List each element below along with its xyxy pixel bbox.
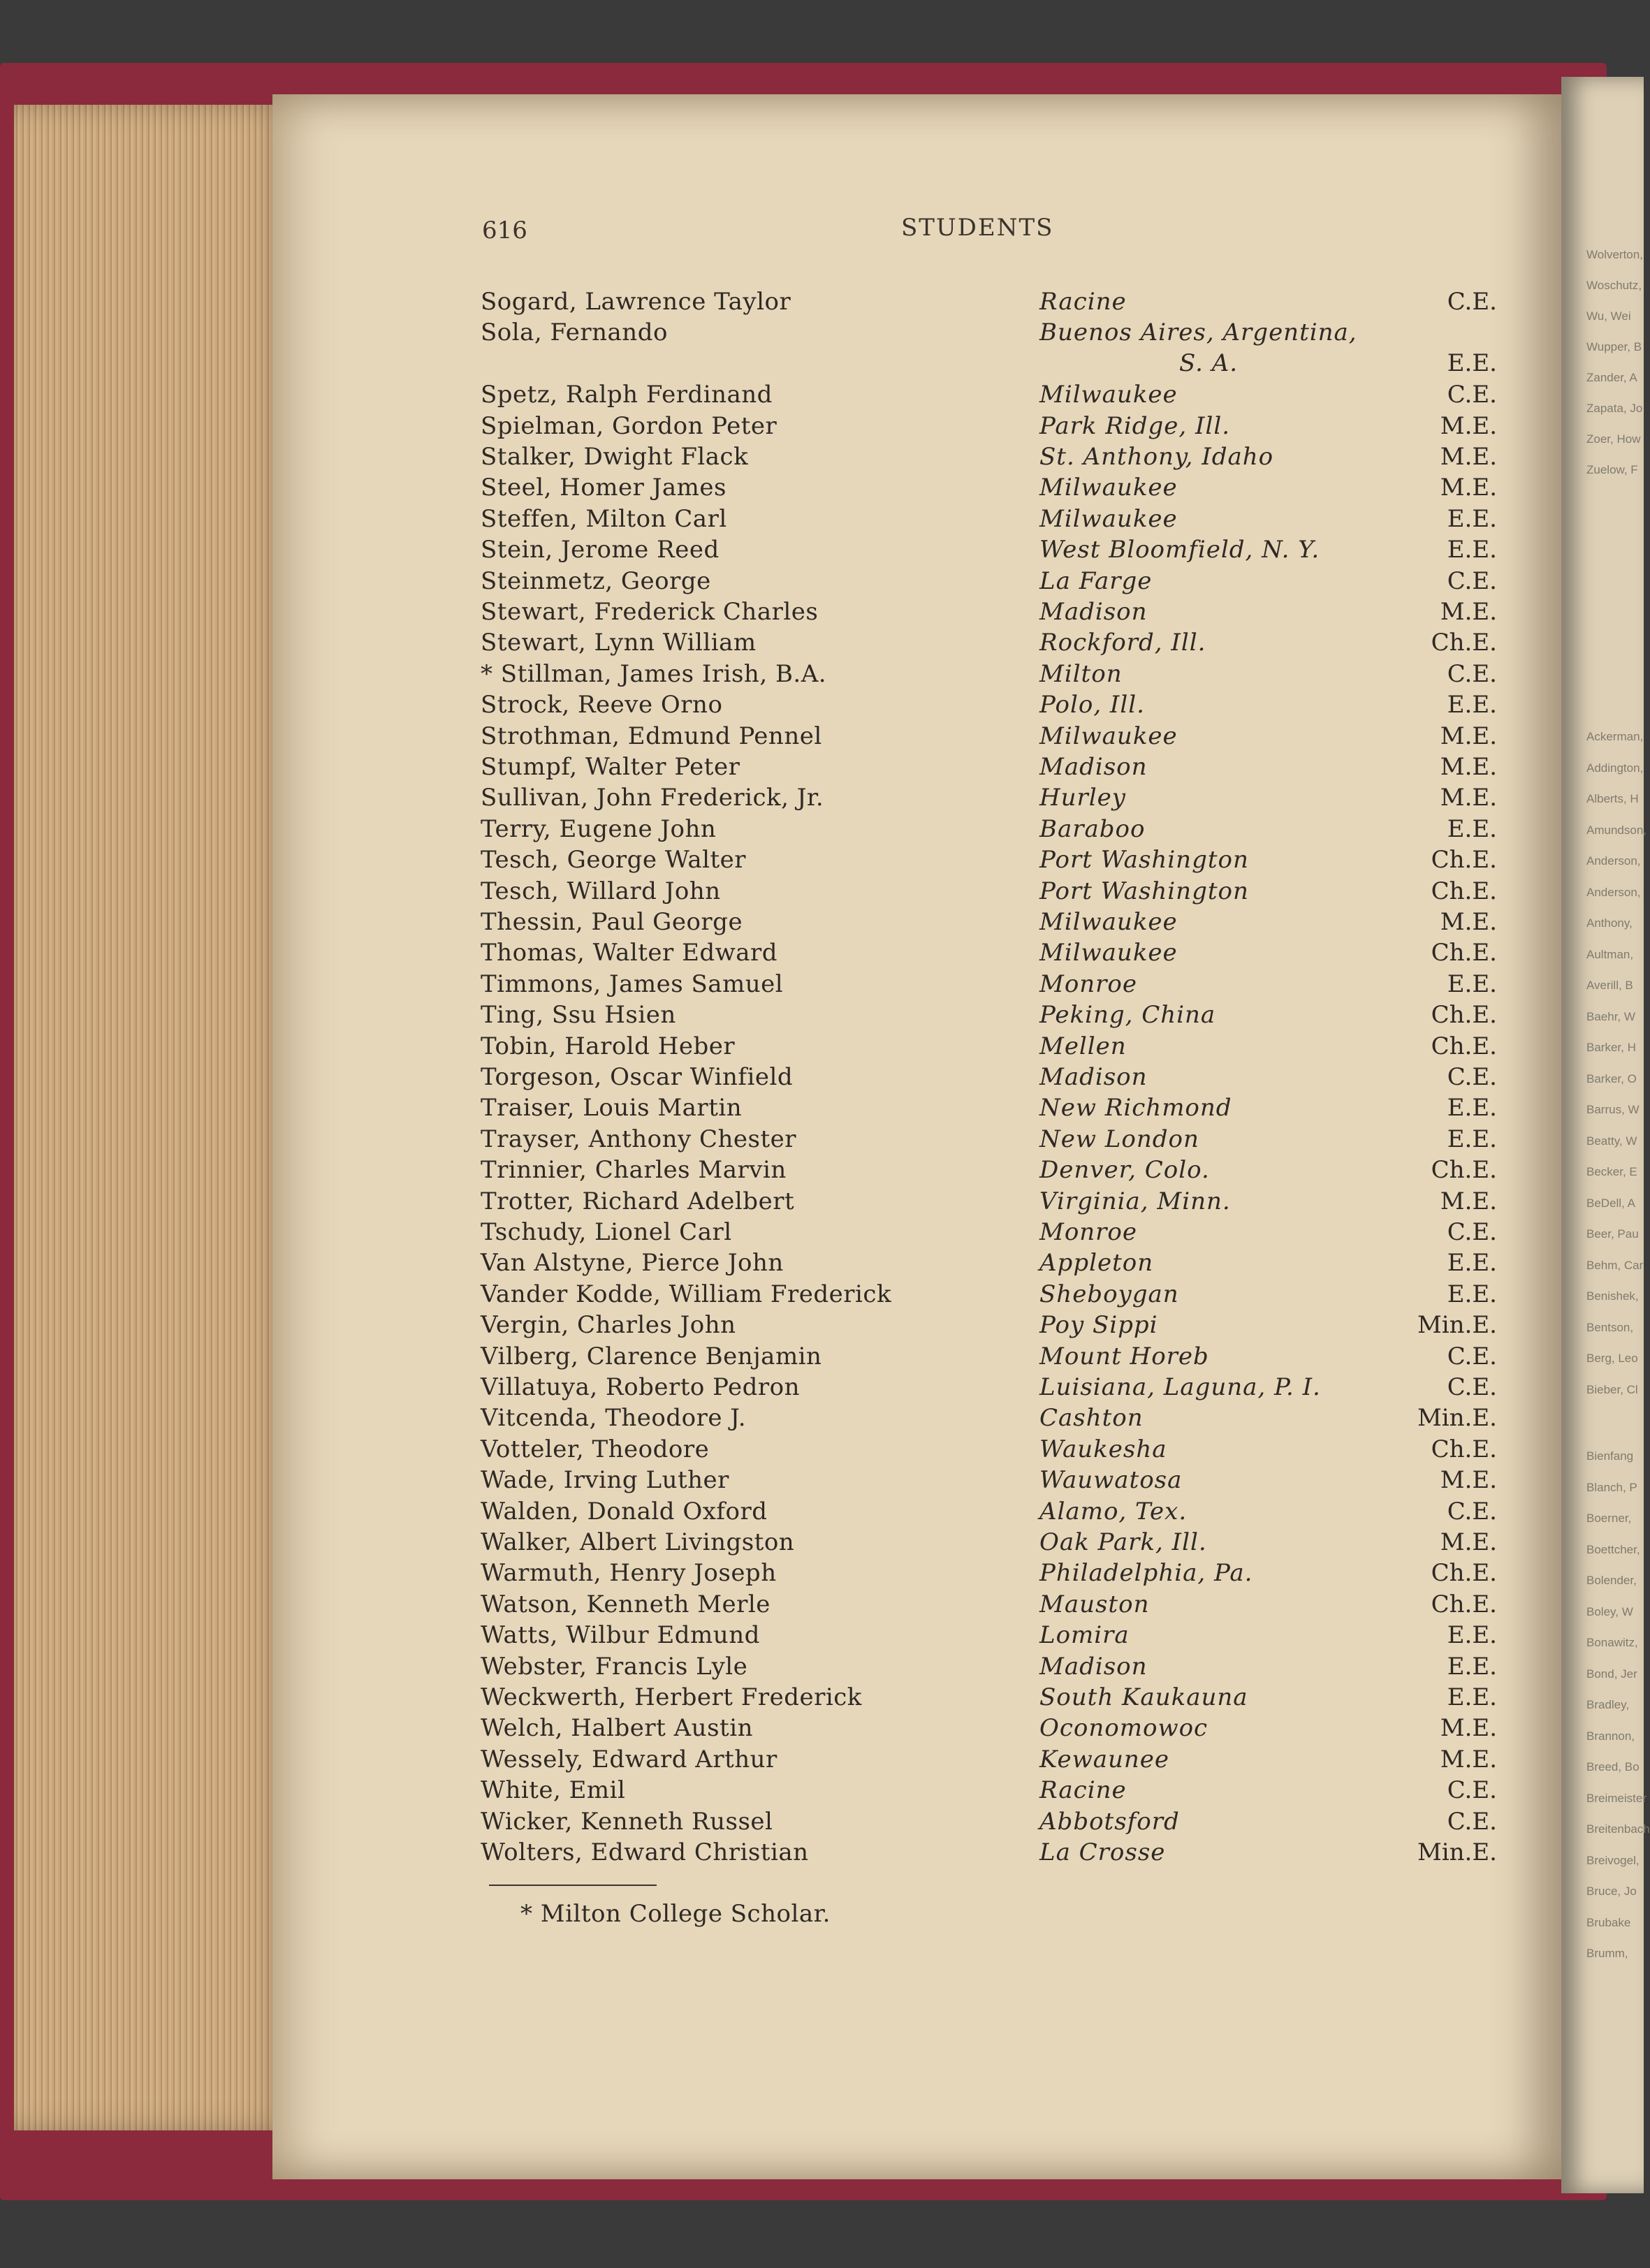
student-course: Min.E. bbox=[1417, 1404, 1497, 1433]
student-row bbox=[0, 381, 1644, 411]
running-title: STUDENTS bbox=[901, 214, 1054, 242]
student-name: Thomas, Walter Edward bbox=[481, 939, 778, 967]
student-hometown: Milwaukee bbox=[1039, 908, 1178, 936]
facing-page-fragment: Zander, A bbox=[1586, 371, 1637, 384]
student-name: Vander Kodde, William Frederick bbox=[481, 1280, 892, 1308]
facing-page-fragment: Bonawitz, bbox=[1586, 1636, 1638, 1649]
student-name: Spielman, Gordon Peter bbox=[481, 411, 777, 440]
student-row bbox=[0, 505, 1644, 536]
student-hometown: Kewaunee bbox=[1039, 1745, 1170, 1773]
student-hometown: Port Washington bbox=[1039, 877, 1249, 905]
student-name: Traiser, Louis Martin bbox=[481, 1094, 743, 1122]
student-name: Wessely, Edward Arthur bbox=[481, 1745, 777, 1773]
student-name: Timmons, James Samuel bbox=[481, 970, 784, 998]
facing-page-fragment: Brubake bbox=[1586, 1915, 1631, 1929]
student-hometown: Milwaukee bbox=[1039, 381, 1178, 409]
facing-page-fragment: Aultman, bbox=[1586, 947, 1634, 961]
student-hometown: Peking, China bbox=[1039, 1001, 1216, 1030]
student-row bbox=[0, 536, 1644, 566]
facing-page-fragment: Berg, Leo bbox=[1586, 1352, 1638, 1365]
student-hometown: Baraboo bbox=[1039, 814, 1146, 843]
student-name: Watson, Kenneth Merle bbox=[481, 1590, 771, 1618]
facing-page-fragment: Boettcher, bbox=[1586, 1542, 1640, 1556]
facing-page-fragment: Beatty, W bbox=[1586, 1134, 1637, 1148]
student-hometown: Milwaukee bbox=[1039, 722, 1178, 750]
student-hometown: Philadelphia, Pa. bbox=[1039, 1559, 1253, 1588]
student-name: Wade, Irving Luther bbox=[481, 1466, 729, 1495]
student-course: M.E. bbox=[1440, 722, 1497, 750]
student-course: E.E. bbox=[1447, 1094, 1497, 1122]
student-name: Tesch, Willard John bbox=[481, 877, 721, 905]
student-name: Villatuya, Roberto Pedron bbox=[481, 1373, 801, 1401]
student-name: Stalker, Dwight Flack bbox=[481, 443, 749, 471]
student-name: Sullivan, John Frederick, Jr. bbox=[481, 784, 824, 812]
student-name: Stewart, Lynn William bbox=[481, 629, 757, 657]
student-hometown: Park Ridge, Ill. bbox=[1039, 411, 1231, 440]
student-hometown: Luisiana, Laguna, P. I. bbox=[1039, 1373, 1321, 1401]
student-row bbox=[0, 1125, 1644, 1156]
student-row bbox=[0, 1249, 1644, 1280]
student-row bbox=[0, 908, 1644, 939]
facing-page-fragment: Breimeister bbox=[1586, 1791, 1647, 1805]
student-course: E.E. bbox=[1447, 1249, 1497, 1278]
student-row bbox=[0, 1032, 1644, 1063]
student-course: E.E. bbox=[1447, 1652, 1497, 1681]
student-course: C.E. bbox=[1447, 1807, 1497, 1836]
student-name: Tschudy, Lionel Carl bbox=[481, 1218, 732, 1246]
student-row bbox=[0, 1590, 1644, 1621]
student-hometown: Appleton bbox=[1039, 1249, 1154, 1278]
student-hometown: La Crosse bbox=[1039, 1838, 1166, 1866]
facing-page-fragment: Bieber, Cl bbox=[1586, 1382, 1638, 1396]
student-hometown: West Bloomfield, N. Y. bbox=[1039, 536, 1320, 564]
footnote-rule bbox=[489, 1885, 657, 1886]
student-row bbox=[0, 1528, 1644, 1559]
student-name: Sola, Fernando bbox=[481, 319, 668, 347]
student-course: M.E. bbox=[1440, 1528, 1497, 1556]
student-row bbox=[0, 1559, 1644, 1590]
student-course: C.E. bbox=[1447, 1342, 1497, 1370]
student-row bbox=[0, 1063, 1644, 1094]
student-row bbox=[0, 1435, 1644, 1466]
student-course: M.E. bbox=[1440, 908, 1497, 936]
student-course: E.E. bbox=[1447, 536, 1497, 564]
facing-page-fragment: Wolverton, bbox=[1586, 248, 1643, 261]
student-course: C.E. bbox=[1447, 1063, 1497, 1091]
student-course: Ch.E. bbox=[1431, 1559, 1497, 1588]
facing-page-fragment: Baehr, W bbox=[1586, 1009, 1635, 1023]
student-row bbox=[0, 1187, 1644, 1218]
student-course: Ch.E. bbox=[1431, 1590, 1497, 1618]
student-hometown: Sheboygan bbox=[1039, 1280, 1179, 1308]
student-row bbox=[0, 1621, 1644, 1652]
facing-page-fragment: Bienfang bbox=[1586, 1449, 1634, 1463]
facing-page-fragment: Barker, O bbox=[1586, 1071, 1637, 1085]
student-course: C.E. bbox=[1447, 381, 1497, 409]
student-name: Trotter, Richard Adelbert bbox=[481, 1187, 795, 1215]
student-hometown: Polo, Ill. bbox=[1039, 691, 1145, 719]
student-hometown: Monroe bbox=[1039, 1218, 1138, 1246]
student-hometown: Waukesha bbox=[1039, 1435, 1167, 1463]
facing-page-fragment: Boley, W bbox=[1586, 1604, 1633, 1618]
student-row bbox=[0, 877, 1644, 908]
student-name: Vitcenda, Theodore J. bbox=[481, 1404, 747, 1433]
student-row bbox=[0, 1156, 1644, 1187]
student-hometown: Madison bbox=[1039, 598, 1148, 626]
student-hometown: Mauston bbox=[1039, 1590, 1150, 1618]
facing-page-fragment: Benishek, bbox=[1586, 1289, 1639, 1303]
student-course: M.E. bbox=[1440, 474, 1497, 502]
student-course: Ch.E. bbox=[1431, 1001, 1497, 1030]
student-name: Strothman, Edmund Pennel bbox=[481, 722, 822, 750]
student-course: E.E. bbox=[1447, 1280, 1497, 1308]
student-course: C.E. bbox=[1447, 288, 1497, 316]
facing-page-fragment: Alberts, H bbox=[1586, 792, 1639, 805]
student-course: M.E. bbox=[1440, 598, 1497, 626]
student-row bbox=[0, 846, 1644, 877]
student-course: E.E. bbox=[1447, 1683, 1497, 1711]
student-course: Ch.E. bbox=[1431, 877, 1497, 905]
student-hometown: Milton bbox=[1039, 659, 1123, 688]
student-name: Stewart, Frederick Charles bbox=[481, 598, 819, 626]
student-course: E.E. bbox=[1447, 814, 1497, 843]
student-hometown: Milwaukee bbox=[1039, 474, 1178, 502]
student-row bbox=[0, 753, 1644, 784]
student-name: Thessin, Paul George bbox=[481, 908, 743, 936]
student-name: Warmuth, Henry Joseph bbox=[481, 1559, 777, 1588]
student-hometown: St. Anthony, Idaho bbox=[1039, 443, 1274, 471]
student-course: Ch.E. bbox=[1431, 846, 1497, 875]
student-row bbox=[0, 1683, 1644, 1714]
student-name: Tesch, George Walter bbox=[481, 846, 747, 875]
student-course: Ch.E. bbox=[1431, 1156, 1497, 1185]
facing-page-fragment: Behm, Car bbox=[1586, 1258, 1644, 1272]
student-course: E.E. bbox=[1447, 1125, 1497, 1153]
student-name: White, Emil bbox=[481, 1776, 626, 1805]
student-hometown: Milwaukee bbox=[1039, 504, 1178, 533]
facing-page-fragment: Beer, Pau bbox=[1586, 1227, 1639, 1241]
student-hometown: South Kaukauna bbox=[1039, 1683, 1248, 1711]
student-hometown: Oak Park, Ill. bbox=[1039, 1528, 1207, 1556]
student-row bbox=[0, 598, 1644, 629]
student-row bbox=[0, 1218, 1644, 1249]
facing-page-fragment: Anthony, bbox=[1586, 916, 1633, 930]
facing-page-fragment: Blanch, P bbox=[1586, 1480, 1637, 1494]
student-hometown: Mellen bbox=[1039, 1032, 1127, 1060]
student-hometown: Lomira bbox=[1039, 1621, 1130, 1650]
student-hometown: Poy Sippi bbox=[1039, 1311, 1158, 1340]
facing-page-fragment: Wu, Wei bbox=[1586, 309, 1631, 323]
facing-page-fragment: BeDell, A bbox=[1586, 1196, 1635, 1210]
student-row bbox=[0, 1746, 1644, 1776]
student-hometown: Oconomowoc bbox=[1039, 1714, 1209, 1743]
student-course: M.E. bbox=[1440, 753, 1497, 781]
facing-page-fragment: Barrus, W bbox=[1586, 1103, 1640, 1116]
student-hometown: Monroe bbox=[1039, 970, 1138, 998]
student-course: M.E. bbox=[1440, 1187, 1497, 1215]
facing-page-fragment: Breivogel, bbox=[1586, 1853, 1640, 1867]
student-name: Vilberg, Clarence Benjamin bbox=[481, 1342, 822, 1370]
student-name: Walden, Donald Oxford bbox=[481, 1497, 768, 1526]
facing-page-fragment: Anderson, bbox=[1586, 885, 1641, 899]
facing-page-fragment: Anderson, bbox=[1586, 854, 1641, 868]
student-row bbox=[0, 1280, 1644, 1311]
student-course: C.E. bbox=[1447, 566, 1497, 595]
student-hometown: Denver, Colo. bbox=[1039, 1156, 1210, 1185]
facing-page-fragment: Wupper, B bbox=[1586, 340, 1642, 353]
facing-page-fragment: Breed, Bo bbox=[1586, 1760, 1640, 1773]
student-course: M.E. bbox=[1440, 1745, 1497, 1773]
student-name: Wicker, Kenneth Russel bbox=[481, 1807, 773, 1836]
facing-page-fragment: Bolender, bbox=[1586, 1574, 1637, 1587]
student-hometown: Madison bbox=[1039, 1063, 1148, 1091]
student-name: Steffen, Milton Carl bbox=[481, 504, 727, 533]
facing-page-fragment: Breitenbach bbox=[1586, 1822, 1650, 1836]
student-name: Vergin, Charles John bbox=[481, 1311, 736, 1340]
student-row bbox=[0, 1498, 1644, 1528]
student-name: Votteler, Theodore bbox=[481, 1435, 710, 1463]
student-row bbox=[0, 1001, 1644, 1032]
student-row bbox=[0, 1838, 1644, 1869]
student-hometown: Virginia, Minn. bbox=[1039, 1187, 1231, 1215]
footnote: * Milton College Scholar. bbox=[520, 1900, 831, 1928]
facing-page-fragment: Bentson, bbox=[1586, 1320, 1634, 1334]
student-course: Min.E. bbox=[1417, 1838, 1497, 1866]
student-name: Walker, Albert Livingston bbox=[481, 1528, 795, 1556]
student-name: Van Alstyne, Pierce John bbox=[481, 1249, 784, 1278]
student-course: M.E. bbox=[1440, 443, 1497, 471]
student-course: Ch.E. bbox=[1431, 939, 1497, 967]
student-row bbox=[0, 1776, 1647, 1807]
student-course: E.E. bbox=[1447, 691, 1497, 719]
student-course: Ch.E. bbox=[1431, 629, 1497, 657]
student-name: Steel, Homer James bbox=[481, 474, 727, 502]
facing-page-fragment: Brumm, bbox=[1586, 1947, 1628, 1960]
student-name: Stumpf, Walter Peter bbox=[481, 753, 740, 781]
student-row bbox=[0, 1807, 1650, 1838]
student-name: Watts, Wilbur Edmund bbox=[481, 1621, 760, 1650]
student-course: C.E. bbox=[1447, 1218, 1497, 1246]
facing-page-fragment: Addington, bbox=[1586, 761, 1644, 775]
student-name: Torgeson, Oscar Winfield bbox=[481, 1063, 794, 1091]
student-row bbox=[0, 288, 1644, 319]
student-hometown-continued: S. A. bbox=[1179, 349, 1239, 378]
student-hometown: Racine bbox=[1039, 288, 1127, 316]
student-hometown: Milwaukee bbox=[1039, 939, 1178, 967]
student-name: Weckwerth, Herbert Frederick bbox=[481, 1683, 862, 1711]
facing-page-fragment: Zuelow, F bbox=[1586, 463, 1638, 476]
student-course: Ch.E. bbox=[1431, 1435, 1497, 1463]
facing-page-fragment: Becker, E bbox=[1586, 1165, 1637, 1178]
facing-page-fragment: Zoer, How bbox=[1586, 432, 1641, 446]
student-row bbox=[0, 1311, 1644, 1342]
student-row bbox=[0, 1466, 1644, 1497]
facing-page-fragment: Brannon, bbox=[1586, 1729, 1635, 1743]
student-row bbox=[0, 1342, 1644, 1373]
student-name: Spetz, Ralph Ferdinand bbox=[481, 381, 773, 409]
student-course: M.E. bbox=[1440, 1466, 1497, 1495]
student-hometown: La Farge bbox=[1039, 566, 1153, 595]
student-row bbox=[0, 1653, 1644, 1683]
student-row bbox=[0, 1094, 1644, 1125]
student-name: Welch, Halbert Austin bbox=[481, 1714, 753, 1743]
student-course: C.E. bbox=[1447, 1497, 1497, 1526]
student-row bbox=[0, 939, 1644, 970]
student-hometown: New London bbox=[1039, 1125, 1199, 1153]
student-name: Trayser, Anthony Chester bbox=[481, 1125, 797, 1153]
student-course: C.E. bbox=[1447, 1776, 1497, 1805]
student-name: Wolters, Edward Christian bbox=[481, 1838, 809, 1866]
student-name: Sogard, Lawrence Taylor bbox=[481, 288, 791, 316]
facing-page-fragment: Amundson, bbox=[1586, 823, 1647, 837]
student-hometown: Mount Horeb bbox=[1039, 1342, 1209, 1370]
student-name: Webster, Francis Lyle bbox=[481, 1652, 748, 1681]
student-row bbox=[0, 814, 1647, 846]
student-hometown: Abbotsford bbox=[1039, 1807, 1180, 1836]
student-course: Ch.E. bbox=[1431, 1032, 1497, 1060]
student-course: M.E. bbox=[1440, 784, 1497, 812]
student-row bbox=[0, 411, 1644, 446]
student-hometown: Madison bbox=[1039, 1652, 1148, 1681]
student-row bbox=[0, 1404, 1644, 1435]
facing-page-fragment: Bradley, bbox=[1586, 1698, 1630, 1711]
student-course: Min.E. bbox=[1417, 1311, 1497, 1340]
student-hometown: Buenos Aires, Argentina, bbox=[1039, 319, 1357, 347]
facing-page-fragment: Bruce, Jo bbox=[1586, 1885, 1637, 1898]
student-course: C.E. bbox=[1447, 659, 1497, 688]
facing-page-fragment: Boerner, bbox=[1586, 1512, 1632, 1525]
student-name: Ting, Ssu Hsien bbox=[481, 1001, 676, 1030]
student-course: C.E. bbox=[1447, 1373, 1497, 1401]
student-row bbox=[0, 660, 1644, 691]
student-name: Strock, Reeve Orno bbox=[481, 691, 723, 719]
student-row bbox=[0, 567, 1644, 598]
student-row bbox=[0, 691, 1644, 722]
facing-page-fragment: Bond, Jer bbox=[1586, 1667, 1637, 1681]
student-hometown: New Richmond bbox=[1039, 1094, 1232, 1122]
student-name: Tobin, Harold Heber bbox=[481, 1032, 736, 1060]
student-row bbox=[0, 474, 1644, 504]
student-row bbox=[0, 1714, 1644, 1745]
student-name: Terry, Eugene John bbox=[481, 814, 717, 843]
student-course: E.E. bbox=[1447, 349, 1497, 378]
student-hometown: Rockford, Ill. bbox=[1039, 629, 1206, 657]
student-course: M.E. bbox=[1440, 411, 1497, 440]
student-row bbox=[0, 722, 1644, 753]
student-hometown: Cashton bbox=[1039, 1404, 1144, 1433]
student-hometown: Hurley bbox=[1039, 784, 1127, 812]
student-name: Steinmetz, George bbox=[481, 566, 711, 595]
student-row bbox=[0, 443, 1644, 474]
facing-page-fragment: Ackerman, bbox=[1586, 730, 1644, 743]
student-row bbox=[0, 784, 1644, 814]
student-course: M.E. bbox=[1440, 1714, 1497, 1743]
page-number: 616 bbox=[482, 217, 527, 244]
student-hometown: Madison bbox=[1039, 753, 1148, 781]
student-name: Trinnier, Charles Marvin bbox=[481, 1156, 787, 1185]
student-hometown: Wauwatosa bbox=[1039, 1466, 1183, 1495]
student-row bbox=[0, 629, 1644, 659]
student-hometown: Alamo, Tex. bbox=[1039, 1497, 1188, 1526]
student-hometown: Racine bbox=[1039, 1776, 1127, 1805]
student-name: * Stillman, James Irish, B.A. bbox=[481, 659, 827, 688]
student-course: E.E. bbox=[1447, 1621, 1497, 1650]
facing-page-fragment: Barker, H bbox=[1586, 1041, 1636, 1054]
facing-page-fragment: Zapata, Jo bbox=[1586, 402, 1643, 415]
facing-page-fragment: Woschutz, bbox=[1586, 279, 1642, 292]
student-course: E.E. bbox=[1447, 970, 1497, 998]
student-course: E.E. bbox=[1447, 504, 1497, 533]
student-row bbox=[0, 1373, 1644, 1404]
student-hometown: Port Washington bbox=[1039, 846, 1249, 875]
student-row bbox=[0, 970, 1644, 1001]
facing-page-fragment: Averill, B bbox=[1586, 979, 1633, 992]
student-name: Stein, Jerome Reed bbox=[481, 536, 720, 564]
